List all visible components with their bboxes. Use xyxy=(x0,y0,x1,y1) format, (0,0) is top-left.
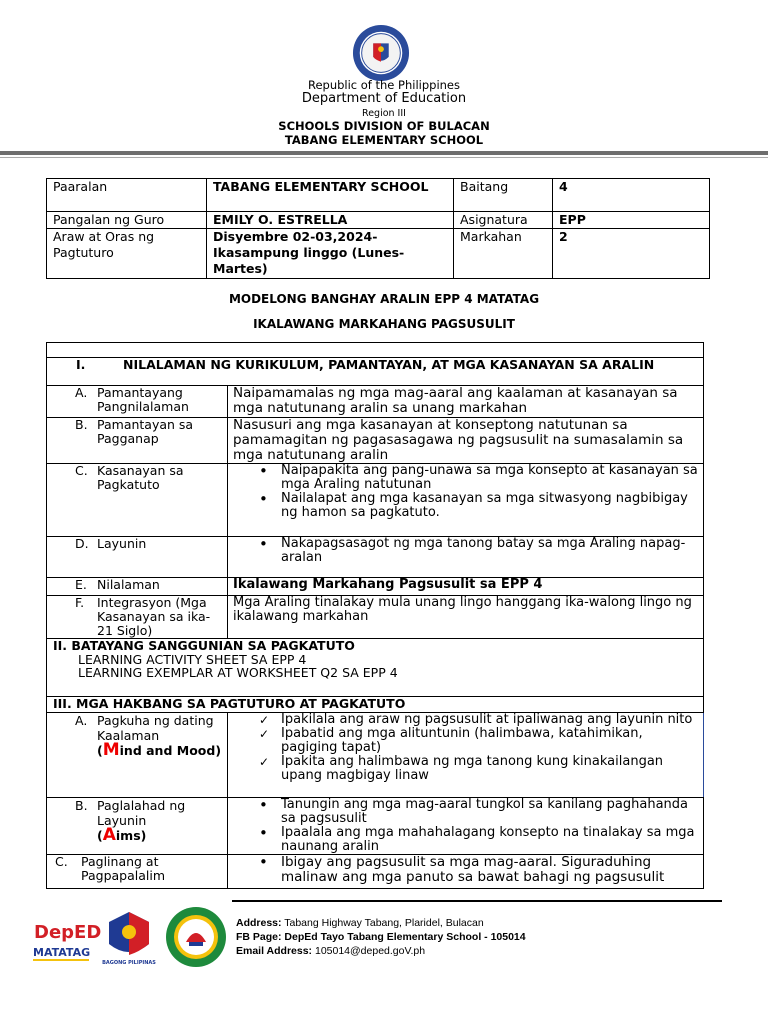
row-3a-letter: A. xyxy=(75,713,88,728)
row-3b-label: Paglalahad ng Layunin xyxy=(97,798,186,828)
row-3a-label-cell xyxy=(47,713,228,798)
row-c-content xyxy=(228,464,704,537)
date-label: Araw at Oras ng Pagtuturo xyxy=(47,229,207,279)
row-f-label-cell xyxy=(47,596,228,639)
row-3b-tag-rest: ims) xyxy=(115,828,147,843)
footer-contact xyxy=(236,916,526,958)
list-item: • Ibigay ang pagsusulit sa mga mag-aaral. Siguraduhing malinaw ang mga panuto sa bawat bahagi ng pagsusulit xyxy=(259,855,698,885)
row-b-letter: B. xyxy=(75,417,88,432)
quarter-label: Markahan xyxy=(454,229,553,279)
subject-label: Asignatura xyxy=(454,212,553,229)
row-3b-letter: B. xyxy=(75,798,88,813)
list-item: • Tanungin ang mga mag-aaral tungkol sa kanilang paghahanda sa pagsusulit xyxy=(259,798,698,826)
reference-line-1: LEARNING ACTIVITY SHEET SA EPP 4 xyxy=(78,651,307,667)
row-3c-label: Paglinang at Pagpapalalim xyxy=(81,854,166,883)
section-2-title: II. BATAYANG SANGGUNIAN SA PAGKATUTO xyxy=(53,638,355,653)
bagong-pilipinas-logo xyxy=(100,910,158,966)
section-1-number: I. xyxy=(76,357,86,372)
row-3c-letter: C. xyxy=(55,854,68,869)
grade-label: Baitang xyxy=(454,179,553,212)
row-d-label: Layunin xyxy=(97,536,147,551)
row-3a-content xyxy=(228,713,704,798)
row-a-text: Naipamamalas ng mga mag-aaral ang kaalaman at kasanayan sa mga natutunang aralin sa unang markahan xyxy=(228,386,704,418)
list-item: • Nakapagsasagot ng mga tanong batay sa mga Araling napag-aralan xyxy=(259,537,698,565)
list-item: ✓ Ipabatid ang mga alituntunin (halimbawa, katahimikan, pagiging tapat) xyxy=(259,727,698,755)
row-3b-tag-open: ( xyxy=(97,828,103,843)
footer-fb-page: FB Page: DepEd Tayo Tabang Elementary School - 105014 xyxy=(236,931,526,943)
row-c-label: Kasanayan sa Pagkatuto xyxy=(97,463,184,492)
region-line: Region III xyxy=(362,108,406,119)
bagong-pilipinas-text: BAGONG PILIPINAS xyxy=(102,960,156,966)
row-d-content xyxy=(228,537,704,578)
row-3a-label: Pagkuha ng dating Kaalaman xyxy=(97,713,214,743)
row-a-letter: A. xyxy=(75,385,88,400)
row-a-label: Pamantayang Pangnilalaman xyxy=(97,385,189,414)
row-3b-content xyxy=(228,798,704,855)
list-item: • Nailalapat ang mga kasanayan sa mga sitwasyong nagbibigay ng hamon sa pagkatuto. xyxy=(259,492,698,520)
section-1-heading xyxy=(47,358,704,386)
row-f-text: Mga Araling tinalakay mula unang lingo hanggang ika-walong lingo ng ikalawang markahan xyxy=(228,596,704,639)
row-d-label-cell xyxy=(47,537,228,578)
email-key: Email Address: xyxy=(236,945,313,957)
teacher-value: EMILY O. ESTRELLA xyxy=(207,212,454,229)
row-3c-content xyxy=(228,855,704,889)
deped-seal-logo xyxy=(352,24,410,82)
row-e-letter: E. xyxy=(75,577,87,592)
school-line: TABANG ELEMENTARY SCHOOL xyxy=(284,133,484,147)
row-f-letter: F. xyxy=(75,595,85,610)
plan-subtitle: IKALAWANG MARKAHANG PAGSUSULIT xyxy=(253,317,515,331)
footer-address xyxy=(236,916,526,930)
row-3a-tag-rest: ind and Mood) xyxy=(119,743,222,758)
row-e-label-cell xyxy=(47,578,228,596)
row-c-letter: C. xyxy=(75,463,88,478)
school-label: Paaralan xyxy=(47,179,207,212)
row-b-label-cell xyxy=(47,418,228,464)
row-e-text: Ikalawang Markahang Pagsusulit sa EPP 4 xyxy=(228,578,704,596)
deped-logo-text: DepED xyxy=(34,922,102,943)
address-value: Tabang Highway Tabang, Plaridel, Bulacan xyxy=(281,917,484,929)
row-e-label: Nilalaman xyxy=(97,577,160,592)
list-item: • Naipapakita ang pang-unawa sa mga konsepto at kasanayan sa mga Araling natutunan xyxy=(259,464,698,492)
lesson-plan-table xyxy=(46,342,704,889)
row-c-label-cell xyxy=(47,464,228,537)
footer-email xyxy=(236,944,526,958)
section-1-title: NILALAMAN NG KURIKULUM, PAMANTAYAN, AT MGA KASANAYAN SA ARALIN xyxy=(123,357,655,372)
republic-line: Republic of the Philippines xyxy=(307,78,461,92)
quarter-value: 2 xyxy=(553,229,710,279)
email-value: 105014@deped.goV.ph xyxy=(312,945,426,957)
row-3b-label-cell xyxy=(47,798,228,855)
matatag-logo-text: MATATAG xyxy=(33,946,91,959)
info-table xyxy=(46,178,710,279)
teacher-label: Pangalan ng Guro xyxy=(47,212,207,229)
header-rule xyxy=(0,151,768,155)
address-key: Address: xyxy=(236,917,282,929)
reference-line-2: LEARNING EXEMPLAR AT WORKSHEET Q2 SA EPP 4 xyxy=(78,665,398,680)
list-item: ✓ Ipakilala ang araw ng pagsusulit at ipaliwanag ang layunin nito xyxy=(259,713,698,727)
row-3c-label-cell xyxy=(47,855,228,889)
grade-value: 4 xyxy=(553,179,710,212)
section-3-title: III. MGA HAKBANG SA PAGTUTURO AT PAGKATUTO xyxy=(47,697,704,713)
row-b-text: Nasusuri ang mga kasanayan at konseptong natutunan sa pamamagitan ng pagasasagawa ng pagsusulit na sumasalamin sa mga natutunang aralin xyxy=(228,418,704,464)
list-item: ✓ Ipakita ang halimbawa ng mga tanong kung kinakailangan upang magbigay linaw xyxy=(259,755,698,783)
date-value: Disyembre 02-03,2024- Ikasampung linggo (Lunes-Martes) xyxy=(207,229,454,279)
school-value: TABANG ELEMENTARY SCHOOL xyxy=(207,179,454,212)
row-3a-tag-cap: M xyxy=(102,740,120,760)
subject-value: EPP xyxy=(553,212,710,229)
header-rule-thin xyxy=(0,157,768,158)
list-item: • Ipaalala ang mga mahahalagang konsepto na tinalakay sa mga naunang aralin xyxy=(259,826,698,854)
deped-matatag-logo xyxy=(30,916,102,964)
footer-rule xyxy=(232,900,722,902)
department-line: Department of Education xyxy=(301,91,467,106)
division-line: SCHOOLS DIVISION OF BULACAN xyxy=(278,119,490,133)
row-3b-tag xyxy=(75,825,222,845)
section-2-cell xyxy=(47,639,704,697)
row-b-label: Pamantayan sa Pagganap xyxy=(97,417,194,446)
row-3a-tag xyxy=(75,740,222,760)
row-d-letter: D. xyxy=(75,536,89,551)
row-3b-tag-cap: A xyxy=(102,825,116,845)
row-f-label: Integrasyon (Mga Kasanayan sa ika-21 Siglo) xyxy=(97,595,211,638)
school-seal-logo xyxy=(165,906,227,968)
plan-title: MODELONG BANGHAY ARALIN EPP 4 MATATAG xyxy=(228,292,540,306)
table-top-spacer xyxy=(47,343,704,358)
row-3a-tag-open: ( xyxy=(97,743,103,758)
row-a-label-cell xyxy=(47,386,228,418)
